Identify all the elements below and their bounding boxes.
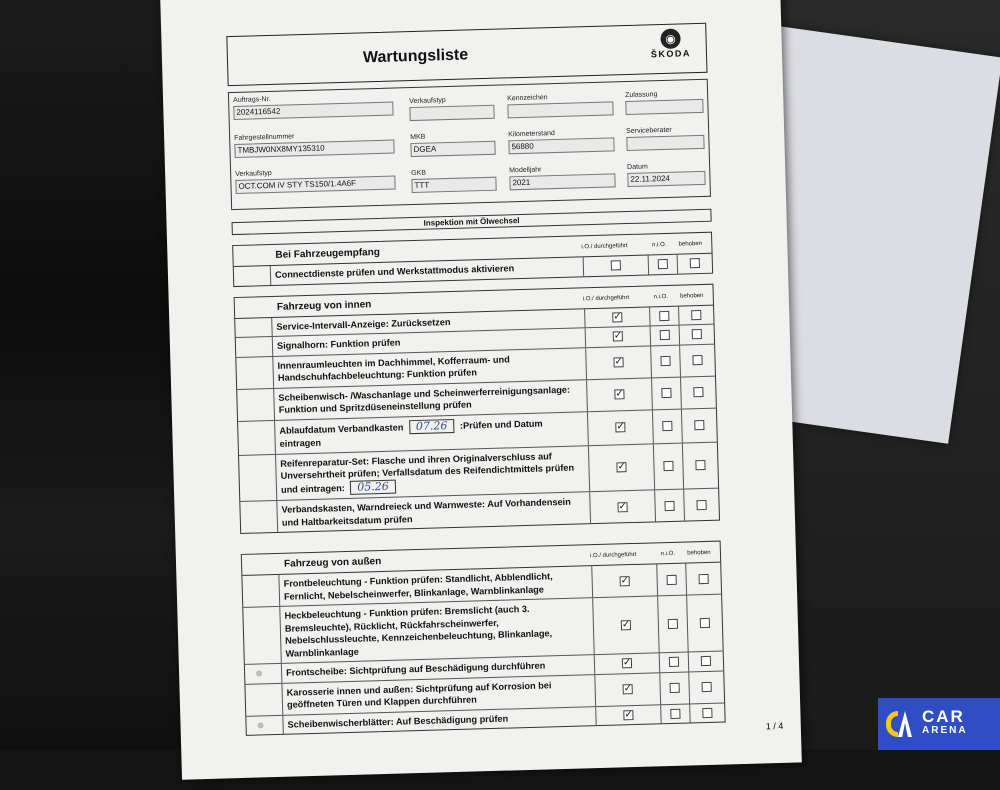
cell-ok (588, 444, 654, 491)
checkbox-behoben[interactable] (690, 258, 700, 268)
checkbox-behoben[interactable] (700, 618, 710, 628)
field-label: Auftrags-Nr. (233, 95, 271, 105)
car-arena-badge (878, 698, 1000, 750)
checkbox-behoben[interactable] (702, 682, 712, 692)
badge-line1: CAR (922, 707, 965, 726)
cell-behoben (688, 671, 724, 703)
field-gkb (411, 168, 497, 193)
row-marker (245, 664, 283, 684)
checkbox-behoben[interactable] (692, 329, 702, 339)
field-kilometerstand (508, 128, 615, 154)
checkbox-behoben[interactable] (692, 355, 702, 365)
field-label: Zulassung (625, 91, 658, 100)
cell-nio (659, 672, 689, 704)
row-text-a: Ablaufdatum Verbandkasten (279, 421, 404, 436)
row-marker (243, 607, 282, 664)
logo-arc (886, 711, 898, 737)
vehicle-header (228, 79, 711, 210)
cell-behoben (683, 489, 719, 521)
checkbox-nio[interactable] (663, 461, 673, 471)
field-label: Kennzeichen (507, 94, 548, 103)
checkbox-nio[interactable] (667, 574, 677, 584)
column-headers (590, 550, 718, 560)
checkbox-nio[interactable] (662, 421, 672, 431)
cell-nio (652, 409, 682, 443)
cell-nio (657, 596, 688, 653)
cell-behoben (679, 325, 715, 344)
field-kennzeichen (507, 92, 614, 118)
column-headers (583, 292, 711, 302)
field-label: Verkaufstyp (409, 97, 446, 106)
field-verkaufstyp-1 (409, 96, 495, 121)
checkbox-nio[interactable] (669, 657, 679, 667)
field-label: Serviceberater (626, 126, 672, 136)
skoda-logo-icon: ◉ (660, 28, 681, 49)
row-text-a: Reifenreparatur-Set: Flasche und ihren Originalverschluss auf Unversehrtheit prüfen; Verfallsdatum des Reifendichtmittels prüfen und eintragen: (280, 450, 575, 495)
checkbox-nio[interactable] (668, 619, 678, 629)
col-ok: i.O./ durchgeführt (582, 294, 630, 302)
field-serviceberater (626, 126, 705, 151)
field-value (626, 135, 704, 151)
cell-nio (656, 564, 686, 596)
field-modelljahr (509, 164, 616, 190)
col-nio: n.i.O. (653, 293, 669, 300)
cell-nio (654, 490, 684, 522)
badge-line2: ARENA (922, 725, 968, 736)
checkbox-ok-checked[interactable]: ✓ (621, 619, 631, 631)
checkbox-ok-checked[interactable]: ✓ (618, 500, 628, 512)
row-text: Verbandskasten, Warndreieck und Warnweste: Auf Vorhandensein und Haltbarkeitsdatum prüfen (281, 496, 571, 528)
field-label: Modelljahr (509, 166, 542, 175)
col-behoben: behoben (687, 549, 711, 557)
checkbox-ok[interactable] (611, 260, 621, 270)
row-text: Scheibenwisch- /Waschanlage und Scheinwerferreinigungsanlage: Funktion und Spritzdüseneinstellung prüfen (278, 384, 571, 415)
cell-nio (650, 345, 680, 377)
brand-text: ŠKODA (650, 48, 692, 60)
page-number: 1 / 4 (765, 720, 784, 732)
field-value (507, 101, 613, 118)
checkbox-behoben[interactable] (702, 708, 712, 718)
cell-nio (659, 653, 689, 672)
checkbox-behoben[interactable] (691, 310, 701, 320)
checkbox-ok-checked[interactable]: ✓ (613, 330, 623, 342)
paper (160, 0, 802, 780)
row-marker (236, 356, 274, 388)
field-value: 56880 (508, 137, 614, 154)
row-text: Signalhorn: Funktion prüfen (276, 337, 401, 351)
checkbox-nio[interactable] (660, 330, 670, 340)
section-title: Fahrzeug von innen (276, 298, 372, 313)
document-body (226, 23, 725, 736)
checkbox-ok-checked[interactable]: ✓ (617, 461, 627, 473)
row-text: Connectdienste prüfen und Werkstattmodus aktivieren (274, 263, 515, 280)
cell-ok (594, 673, 660, 706)
field-label: Kilometerstand (508, 130, 555, 139)
cell-behoben (678, 305, 714, 324)
checkbox-nio[interactable] (658, 259, 668, 269)
cell-nio (660, 704, 690, 723)
col-ok: i.O./ durchgeführt (589, 551, 637, 560)
cell-ok (587, 410, 653, 445)
col-nio: n.i.O. (652, 241, 667, 249)
cell-behoben (686, 595, 723, 652)
field-zulassung (625, 90, 704, 115)
bullet-icon (256, 670, 262, 676)
cell-behoben (679, 344, 715, 376)
col-behoben: behoben (678, 240, 703, 248)
badge-text (922, 707, 968, 738)
field-label: GKB (411, 169, 427, 178)
checkbox-ok-checked[interactable]: ✓ (615, 388, 624, 400)
cell-ok (586, 378, 652, 411)
checkbox-ok-checked[interactable]: ✓ (616, 421, 625, 433)
field-value: 2024116542 (233, 102, 393, 120)
row-text: Service-Intervall-Anzeige: Zurücksetzen (276, 316, 451, 332)
bullet-icon (257, 722, 263, 728)
checkbox-behoben[interactable] (693, 387, 703, 397)
section-fahrzeug-innen (234, 283, 720, 534)
row-marker (240, 501, 278, 533)
cell-ok (585, 326, 650, 346)
field-value: 22.11.2024 (627, 171, 705, 187)
cell-behoben (685, 563, 721, 595)
cell-nio (649, 306, 679, 325)
row-marker (242, 575, 280, 607)
section-title: Bei Fahrzeugempfang (275, 246, 381, 261)
title-box (226, 23, 707, 86)
checkbox-nio[interactable] (660, 356, 670, 366)
field-auftrag (233, 93, 394, 120)
field-verkaufstyp-2 (235, 167, 396, 194)
col-behoben: behoben (679, 292, 704, 300)
row-text-b: :Prüfen und Datum eintragen (279, 417, 543, 449)
skoda-logo (647, 28, 694, 59)
cell-ok (595, 705, 660, 725)
field-label: Datum (627, 163, 648, 172)
cell-behoben (677, 254, 713, 273)
document-sheet (160, 0, 832, 790)
document-title: Wartungsliste (362, 46, 469, 67)
cell-ok (584, 307, 649, 327)
field-datum (627, 162, 706, 187)
field-mkb (410, 132, 496, 157)
handwritten-date: 07.26 (409, 418, 455, 434)
cell-ok (583, 255, 648, 275)
row-text: Karosserie innen und außen: Sichtprüfung auf Korrosion bei geöffneten Türen und Klappen durchführen (286, 679, 552, 710)
cell-nio (648, 255, 678, 274)
field-value: DGEA (410, 141, 495, 157)
checkbox-behoben[interactable] (699, 573, 709, 583)
section-fahrzeug-aussen (241, 541, 726, 736)
field-value (625, 99, 703, 115)
row-marker (235, 317, 273, 337)
cell-ok (594, 653, 659, 673)
logo-a-shape (898, 711, 912, 737)
checkbox-nio[interactable] (659, 311, 669, 321)
field-value: OCT.COM iV STY TS150/1.4A6F (235, 176, 395, 194)
field-value (409, 105, 494, 121)
field-label: MKB (410, 133, 426, 142)
checkbox-ok-checked[interactable]: ✓ (613, 310, 622, 323)
row-marker (238, 420, 276, 454)
cell-behoben (689, 703, 725, 722)
cell-ok (589, 490, 655, 523)
checkbox-ok-checked[interactable]: ✓ (624, 708, 633, 721)
checkbox-behoben[interactable] (695, 460, 705, 470)
row-marker (237, 388, 275, 420)
row-marker (245, 683, 283, 715)
col-ok: i.O./ durchgeführt (581, 243, 628, 251)
checkbox-behoben[interactable] (696, 499, 706, 509)
section-fahrzeugempfang (232, 232, 713, 287)
checkbox-behoben[interactable] (694, 420, 704, 430)
row-marker (246, 715, 284, 735)
checkbox-nio[interactable] (670, 709, 680, 719)
column-headers (581, 241, 709, 251)
field-value: TTT (411, 177, 496, 193)
field-label: Verkaufstyp (235, 169, 272, 178)
cell-nio (650, 326, 680, 345)
cell-behoben (681, 408, 717, 442)
cell-nio (651, 377, 681, 409)
section-rows (235, 305, 719, 533)
cell-ok (585, 346, 651, 379)
field-value: TMBJW0NX8MY135310 (234, 140, 394, 158)
row-text: Scheibenwischerblätter: Auf Beschädigung prüfen (287, 713, 509, 730)
checkbox-nio[interactable] (664, 500, 674, 510)
handwritten-date: 05.26 (350, 479, 396, 495)
row-text: Heckbeleuchtung - Funktion prüfen: Bremslicht (auch 3. Bremsleuchte), Rücklicht, Rückfahrscheinwerfer, Nebelschlussleuchte, Kennzeichenbeleuchtung, Blinkanlage, Warnblinkanlage (284, 603, 553, 659)
row-marker (234, 266, 272, 286)
row-text: Frontscheibe: Sichtprüfung auf Beschädigung durchführen (285, 660, 546, 678)
checkbox-nio[interactable] (670, 683, 680, 693)
section-rows (242, 563, 724, 735)
row-text: Frontbeleuchtung - Funktion prüfen: Standlicht, Abblendlicht, Fernlicht, Nebelscheinwerfer, Blinkanlage, Warnblinkanlage (283, 571, 553, 602)
checkbox-nio[interactable] (661, 388, 671, 398)
checkbox-ok-checked[interactable]: ✓ (622, 657, 632, 669)
cell-ok (591, 564, 657, 597)
cell-behoben (680, 376, 716, 408)
field-fahrgestellnummer (234, 131, 395, 158)
checkbox-ok-checked[interactable]: ✓ (620, 574, 630, 586)
car-arena-logo-icon (886, 709, 916, 739)
cell-behoben (682, 442, 718, 488)
row-marker (239, 454, 277, 501)
cell-ok (592, 596, 659, 654)
row-marker (236, 337, 274, 357)
checkbox-ok-checked[interactable]: ✓ (614, 356, 624, 368)
checkbox-ok-checked[interactable]: ✓ (623, 683, 633, 695)
field-value: 2021 (509, 173, 615, 190)
row-text: Innenraumleuchten im Dachhimmel, Kofferraum- und Handschuhfachbeleuchtung: Funktion prüfen (277, 353, 510, 383)
field-label: Fahrgestellnummer (234, 133, 295, 142)
inspection-bar: Inspektion mit Ölwechsel (232, 209, 712, 235)
checkbox-behoben[interactable] (701, 656, 711, 666)
section-title: Fahrzeug von außen (283, 556, 382, 570)
row-text (276, 446, 589, 500)
cell-nio (653, 443, 683, 489)
col-nio: n.i.O. (660, 550, 676, 558)
cell-behoben (688, 652, 724, 671)
